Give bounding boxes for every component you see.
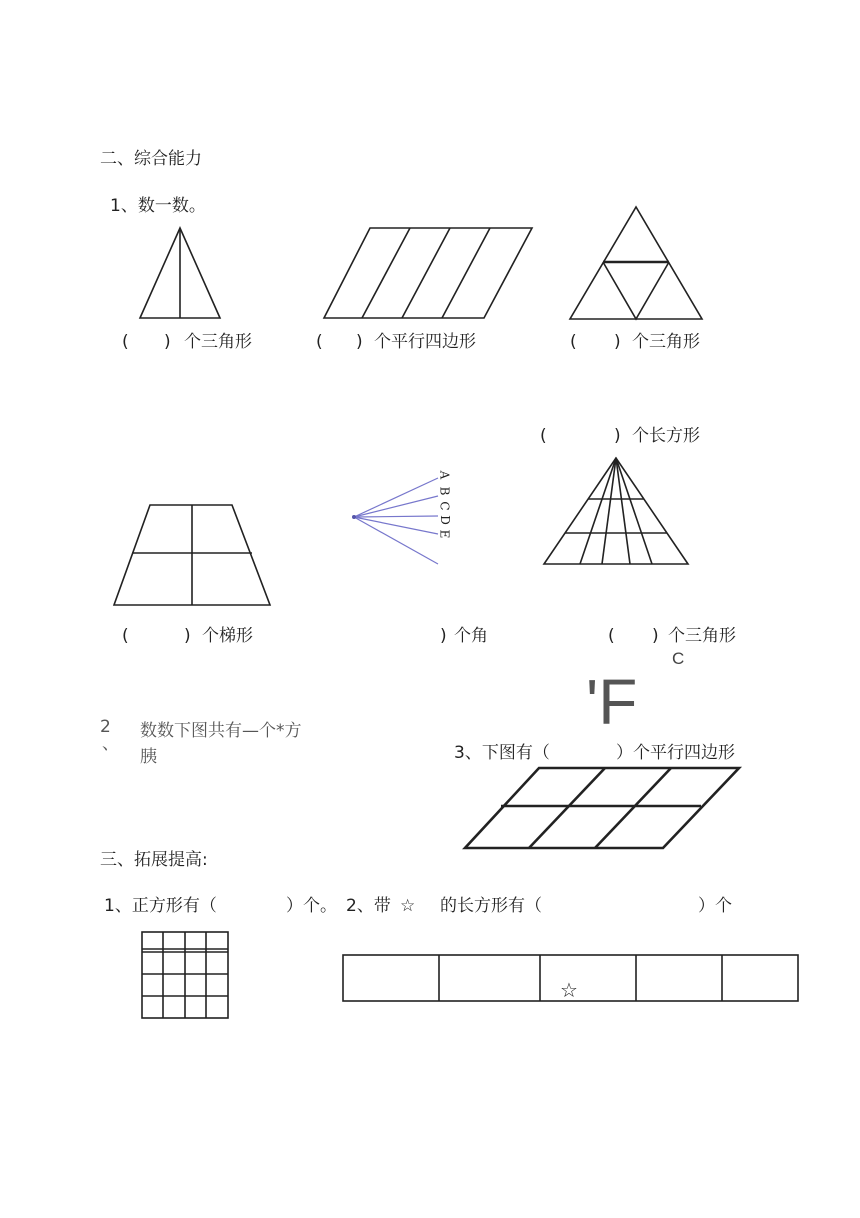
caption-parallelograms-open: (: [316, 332, 323, 352]
extension-q2-mid: 的长方形有（: [440, 896, 542, 916]
stray-letter-c: C: [672, 649, 685, 668]
caption-triangles-1-close: ): [164, 332, 171, 352]
caption-triangles-3-close: ): [652, 626, 659, 646]
caption-rectangles-open: (: [540, 426, 547, 446]
question-2-line-1: 数数下图共有—个*方: [140, 721, 302, 741]
ray-label-d: D: [437, 515, 452, 525]
extension-q1-suffix: ）个。: [286, 896, 337, 916]
extension-q2-suffix: ）个: [698, 896, 732, 916]
star-icon: ☆: [560, 978, 578, 1002]
square-grid-figure: [141, 931, 231, 1021]
caption-angles-text: 个角: [454, 626, 488, 646]
caption-rectangles-close: ): [614, 426, 621, 446]
section-3-title: 三、拓展提高:: [100, 850, 208, 870]
question-3-prefix: 3、下图有（: [454, 743, 550, 763]
extension-q1-prefix: 1、正方形有（: [104, 896, 217, 916]
caption-parallelograms-text: 个平行四边形: [374, 332, 476, 352]
section-2-title: 二、综合能力: [100, 149, 202, 169]
caption-trapezoids-open: (: [122, 626, 129, 646]
caption-triangles-1-text: 个三角形: [184, 332, 252, 352]
extension-q2-prefix: 2、带: [346, 896, 391, 916]
caption-trapezoids-text: 个梯形: [202, 626, 253, 646]
stray-big-f: 'F: [586, 666, 638, 738]
caption-parallelograms-close: ): [356, 332, 363, 352]
caption-triangles-2-open: (: [570, 332, 577, 352]
question-3-suffix: ）个平行四边形: [616, 743, 735, 763]
multi-triangle-figure: [542, 456, 690, 568]
question-2-number: 2: [100, 717, 111, 737]
caption-triangles-2-close: ): [614, 332, 621, 352]
caption-triangles-1-open: (: [122, 332, 129, 352]
ray-label-a: A: [437, 470, 452, 480]
trapezoid-figure: [112, 503, 272, 607]
ray-label-c: C: [437, 501, 452, 511]
caption-triangles-3-text: 个三角形: [668, 626, 736, 646]
rays-angle-figure: [350, 470, 442, 566]
triangle-figure-1: [138, 226, 222, 320]
question-1-title: 1、数一数。: [110, 196, 206, 216]
caption-trapezoids-close: ): [184, 626, 191, 646]
question-2-separator: 、: [102, 734, 119, 754]
ray-label-b: B: [437, 486, 452, 496]
ray-label-e: E: [437, 529, 452, 539]
caption-triangles-3-open: (: [608, 626, 615, 646]
triangle-figure-2: [568, 205, 706, 321]
star-icon: ☆: [400, 896, 416, 916]
question-2-line-2: 胰: [140, 747, 157, 767]
parallelogram-grid-figure: [463, 766, 741, 850]
caption-rectangles-text: 个长方形: [632, 426, 700, 446]
caption-triangles-2-text: 个三角形: [632, 332, 700, 352]
parallelogram-figure: [322, 226, 534, 320]
caption-angles-close: ): [440, 626, 447, 646]
